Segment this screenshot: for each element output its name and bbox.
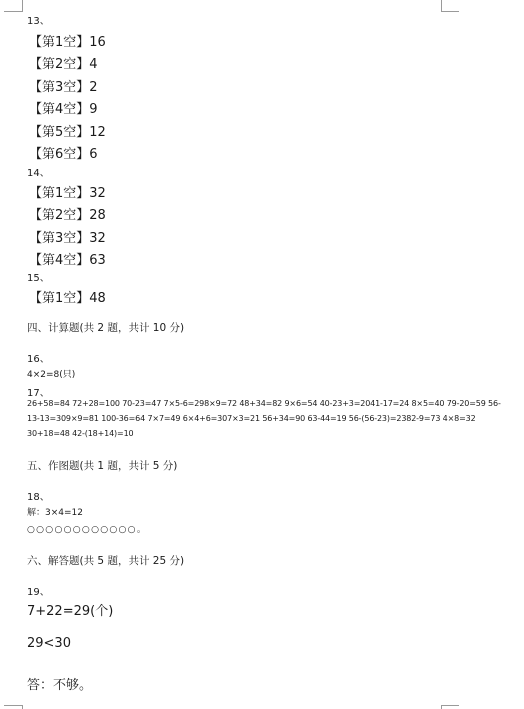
section-6-heading: 六、解答题(共 5 题，共计 25 分) [27, 555, 185, 567]
blank-answer: 32 [89, 231, 106, 246]
q14-blank-2 [29, 204, 106, 223]
q14-blank-4 [29, 249, 106, 268]
blank-label: 【第1空】 [29, 186, 90, 201]
crop-mark-bottom-right-h [441, 705, 459, 706]
blank-answer: 12 [89, 125, 106, 140]
question-13-number: 13、 [27, 16, 50, 27]
blank-label: 【第2空】 [29, 208, 90, 223]
blank-label: 【第4空】 [29, 253, 90, 268]
question-16-number: 16、 [27, 354, 50, 365]
blank-label: 【第1空】 [29, 35, 90, 50]
q13-blank-1 [29, 31, 106, 50]
question-18-number: 18、 [27, 492, 50, 503]
blank-label: 【第3空】 [29, 80, 90, 95]
q13-blank-4 [29, 98, 98, 117]
question-19-comparison: 29<30 [27, 636, 71, 651]
crop-mark-top-right-v [441, 0, 442, 12]
blank-answer: 2 [89, 80, 98, 95]
blank-answer: 4 [89, 57, 98, 72]
blank-answer: 32 [89, 186, 106, 201]
blank-answer: 48 [89, 291, 106, 306]
blank-label: 【第5空】 [29, 125, 90, 140]
question-17-line-3: 30+18=48 42-(18+14)=10 [27, 429, 134, 438]
question-18-solution: 解：3×4=12 [27, 508, 83, 518]
blank-answer: 63 [89, 253, 106, 268]
question-19-number: 19、 [27, 587, 50, 598]
blank-label: 【第1空】 [29, 291, 90, 306]
section-5-heading: 五、作图题(共 1 题，共计 5 分) [27, 460, 178, 472]
crop-mark-top-left-h [4, 11, 22, 12]
crop-mark-bottom-right-v [441, 705, 442, 709]
question-16-answer: 4×2=8(只) [27, 370, 76, 380]
blank-label: 【第4空】 [29, 102, 90, 117]
blank-answer: 9 [89, 102, 98, 117]
question-15-number: 15、 [27, 273, 50, 284]
blank-label: 【第2空】 [29, 57, 90, 72]
question-17-line-1: 26+58=84 72+28=100 70-23=47 7×5-6=298×9=72 48+34=82 9×6=54 40-23+3=2041-17=24 8×5=40 79-20=59 56- [27, 399, 501, 408]
question-17-line-2: 13-13=309×9=81 100-36=64 7×7=49 6×4+6=307×3=21 56+34=90 63-44=19 56-(56-23)=2382-9=73 4×8=32 [27, 414, 476, 423]
blank-answer: 6 [89, 147, 98, 162]
crop-mark-bottom-left-h [4, 705, 22, 706]
q14-blank-1 [29, 182, 106, 201]
blank-answer: 28 [89, 208, 106, 223]
q13-blank-3 [29, 76, 98, 95]
question-14-number: 14、 [27, 168, 50, 179]
blank-label: 【第3空】 [29, 231, 90, 246]
question-19-answer: 答：不够。 [27, 678, 93, 693]
q15-blank-1 [29, 287, 106, 306]
q13-blank-5 [29, 121, 106, 140]
q13-blank-6 [29, 143, 98, 162]
question-17-number: 17、 [27, 388, 50, 399]
blank-answer: 16 [89, 35, 106, 50]
blank-label: 【第6空】 [29, 147, 90, 162]
question-19-equation: 7+22=29(个) [27, 604, 114, 619]
q13-blank-2 [29, 53, 98, 72]
section-4-heading: 四、计算题(共 2 题，共计 10 分) [27, 322, 185, 334]
crop-mark-top-right-h [441, 11, 459, 12]
crop-mark-bottom-left-v [22, 705, 23, 709]
question-18-circles: ○○○○○○○○○○○○。 [27, 525, 148, 535]
crop-mark-top-left-v [22, 0, 23, 12]
q14-blank-3 [29, 227, 106, 246]
